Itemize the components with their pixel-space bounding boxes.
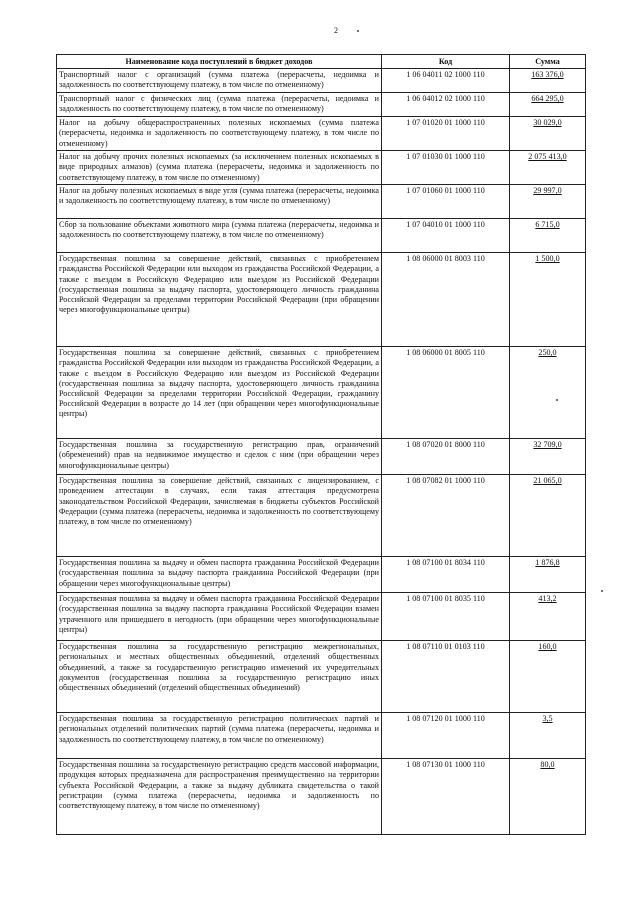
row-sum-value: 413,2 (538, 594, 557, 604)
table-row (57, 69, 586, 93)
row-sum (510, 759, 586, 835)
header-name: Наименование кода поступлений в бюджет доходов (57, 55, 382, 69)
row-code: 1 07 01030 01 1000 110 (382, 151, 510, 185)
row-sum-value: 1 876,8 (535, 558, 560, 568)
table-header-row (57, 55, 586, 69)
row-code: 1 08 07082 01 1000 110 (382, 475, 510, 557)
row-code: 1 08 06000 01 8005 110 (382, 347, 510, 439)
table-row (57, 185, 586, 219)
row-sum (510, 347, 586, 439)
row-name: Государственная пошлина за государственную регистрацию средств массовой информации, продукция которых предназначена для распространения преимущественно на территории субъекта Российской Федерации, а также за выдачу дубликата свидетельства о такой регистрации (сумма платежа (перерасчеты, недоимка и задолженность по соответствующему платежу, в том числе по отмененному) (57, 759, 382, 835)
table-row (57, 117, 586, 151)
row-code: 1 08 06000 01 8003 110 (382, 253, 510, 347)
row-name: Государственная пошлина за совершение действий, связанных с лицензированием, с проведением аттестации в случаях, если такая аттестация предусмотрена законодательством Российской Федерации, зачисляемая в бюджеты субъектов Российской Федерации (сумма платежа (перерасчеты, недоимка и задолженность по соответствующему платежу, в том числе по отмененному) (57, 475, 382, 557)
row-name: Сбор за пользование объектами животного мира (сумма платежа (перерасчеты, недоимка и задолженность по соответствующему платежу, в том числе по отмененному) (57, 219, 382, 253)
table-row (57, 759, 586, 835)
row-name: Государственная пошлина за государственную регистрацию политических партий и региональных отделений политических партий (сумма платежа (перерасчеты, недоимка и задолженность по соответствующему платежу, в том числе по отмененному) (57, 713, 382, 759)
scan-speck (601, 590, 603, 592)
row-sum-value: 3,5 (542, 714, 553, 724)
row-code: 1 08 07110 01 0103 110 (382, 641, 510, 713)
row-sum-value: 2 075 413,0 (528, 152, 567, 162)
row-sum (510, 713, 586, 759)
row-name: Транспортный налог с физических лиц (сумма платежа (перерасчеты, недоимка и задолженность по соответствующему платежу, в том числе по отмененному) (57, 93, 382, 117)
table-row (57, 93, 586, 117)
row-sum-value: 6 715,0 (535, 220, 560, 230)
row-code: 1 06 04012 02 1000 110 (382, 93, 510, 117)
row-name: Налог на добычу общераспространенных полезных ископаемых (сумма платежа (перерасчеты, недоимка и задолженность по соответствующему платежу, в том числе по отмененному) (57, 117, 382, 151)
row-sum-value: 80,0 (540, 760, 555, 770)
row-sum (510, 69, 586, 93)
row-sum (510, 219, 586, 253)
row-sum (510, 641, 586, 713)
row-code: 1 08 07020 01 8000 110 (382, 439, 510, 475)
row-sum-value: 160,0 (538, 642, 557, 652)
row-sum-value: 1 500,0 (535, 254, 560, 264)
row-name: Государственная пошлина за государственную регистрацию межрегиональных, региональных и местных общественных объединений, отделений общественных объединений, а также за государственную регистрацию изменений их учредительных документов (государственная пошлина за государственную регистрацию иных общественных объединений (отделений общественных объединений) (57, 641, 382, 713)
row-code: 1 07 04010 01 1000 110 (382, 219, 510, 253)
header-sum: Сумма (510, 55, 586, 69)
table-row (57, 475, 586, 557)
row-sum-value: 29 997,0 (533, 186, 562, 196)
row-name: Государственная пошлина за совершение действий, связанных с приобретением гражданства Российской Федерации или выходом из гражданства Российской Федерации, а также с въездом в Российскую Федерацию или выездом из Российской Федерации (государственная пошлина за выдачу паспорта, удостоверяющего личность гражданина Российской Федерации за пределами территории Российской Федерации, гражданину Российской Федерации в возрасте до 14 лет (при обращении через многофункциональные центры) (57, 347, 382, 439)
table-row (57, 439, 586, 475)
row-sum (510, 475, 586, 557)
row-code: 1 08 07100 01 8035 110 (382, 593, 510, 641)
row-name: Государственная пошлина за совершение действий, связанных с приобретением гражданства Российской Федерации или выходом из гражданства Российской Федерации, а также с въездом в Российскую Федерацию или выездом из Российской Федерации (государственная пошлина за выдачу паспорта, удостоверяющего личность гражданина Российской Федерации за пределами территории Российской Федерации (при обращении через многофункциональные центры) (57, 253, 382, 347)
row-code: 1 08 07100 01 8034 110 (382, 557, 510, 593)
row-sum-value: 163 376,0 (531, 70, 564, 80)
row-sum-value: 664 295,0 (531, 94, 564, 104)
row-sum (510, 253, 586, 347)
row-code: 1 07 01020 01 1000 110 (382, 117, 510, 151)
row-sum (510, 439, 586, 475)
table-body (57, 69, 586, 835)
header-code: Код (382, 55, 510, 69)
table-row (57, 347, 586, 439)
table-row (57, 713, 586, 759)
row-sum (510, 151, 586, 185)
row-name: Транспортный налог с организаций (сумма платежа (перерасчеты, недоимка и задолженность по соответствующему платежу, в том числе по отмененному) (57, 69, 382, 93)
table-row (57, 593, 586, 641)
row-code: 1 08 07120 01 1000 110 (382, 713, 510, 759)
row-sum-value: 32 709,0 (533, 440, 562, 450)
revenue-table (56, 54, 586, 835)
table-row (57, 219, 586, 253)
table-row (57, 151, 586, 185)
table-row (57, 253, 586, 347)
row-name: Налог на добычу прочих полезных ископаемых (за исключением полезных ископаемых в виде природных алмазов) (сумма платежа (перерасчеты, недоимка и задолженность по соответствующему платежу, в том числе по отмененному) (57, 151, 382, 185)
scan-speck (556, 399, 558, 401)
row-code: 1 06 04011 02 1000 110 (382, 69, 510, 93)
row-sum (510, 117, 586, 151)
row-sum-value: 250,0 (538, 348, 557, 358)
row-name: Государственная пошлина за государственную регистрацию прав, ограничений (обременений) прав на недвижимое имущество и сделок с ним (при обращении через многофункциональные центры) (57, 439, 382, 475)
row-code: 1 07 01060 01 1000 110 (382, 185, 510, 219)
row-name: Государственная пошлина за выдачу и обмен паспорта гражданина Российской Федерации (государственная пошлина за выдачу паспорта гражданина Российской Федерации (при обращении через многофункциональные центры) (57, 557, 382, 593)
table-row (57, 641, 586, 713)
row-name: Налог на добычу полезных ископаемых в виде угля (сумма платежа (перерасчеты, недоимка и задолженность по соответствующему платежу, в том числе по отмененному) (57, 185, 382, 219)
row-sum-value: 21 065,0 (533, 476, 562, 486)
row-code: 1 08 07130 01 1000 110 (382, 759, 510, 835)
page-number: 2 (334, 26, 338, 35)
table-row (57, 557, 586, 593)
row-name: Государственная пошлина за выдачу и обмен паспорта гражданина Российской Федерации (государственная пошлина за выдачу паспорта гражданина Российской Федерации взамен утраченного или пришедшего в негодность (при обращении через многофункциональные центры) (57, 593, 382, 641)
row-sum (510, 185, 586, 219)
row-sum (510, 593, 586, 641)
row-sum-value: 30 029,0 (533, 118, 562, 128)
row-sum (510, 557, 586, 593)
scan-speck (357, 30, 359, 32)
row-sum (510, 93, 586, 117)
